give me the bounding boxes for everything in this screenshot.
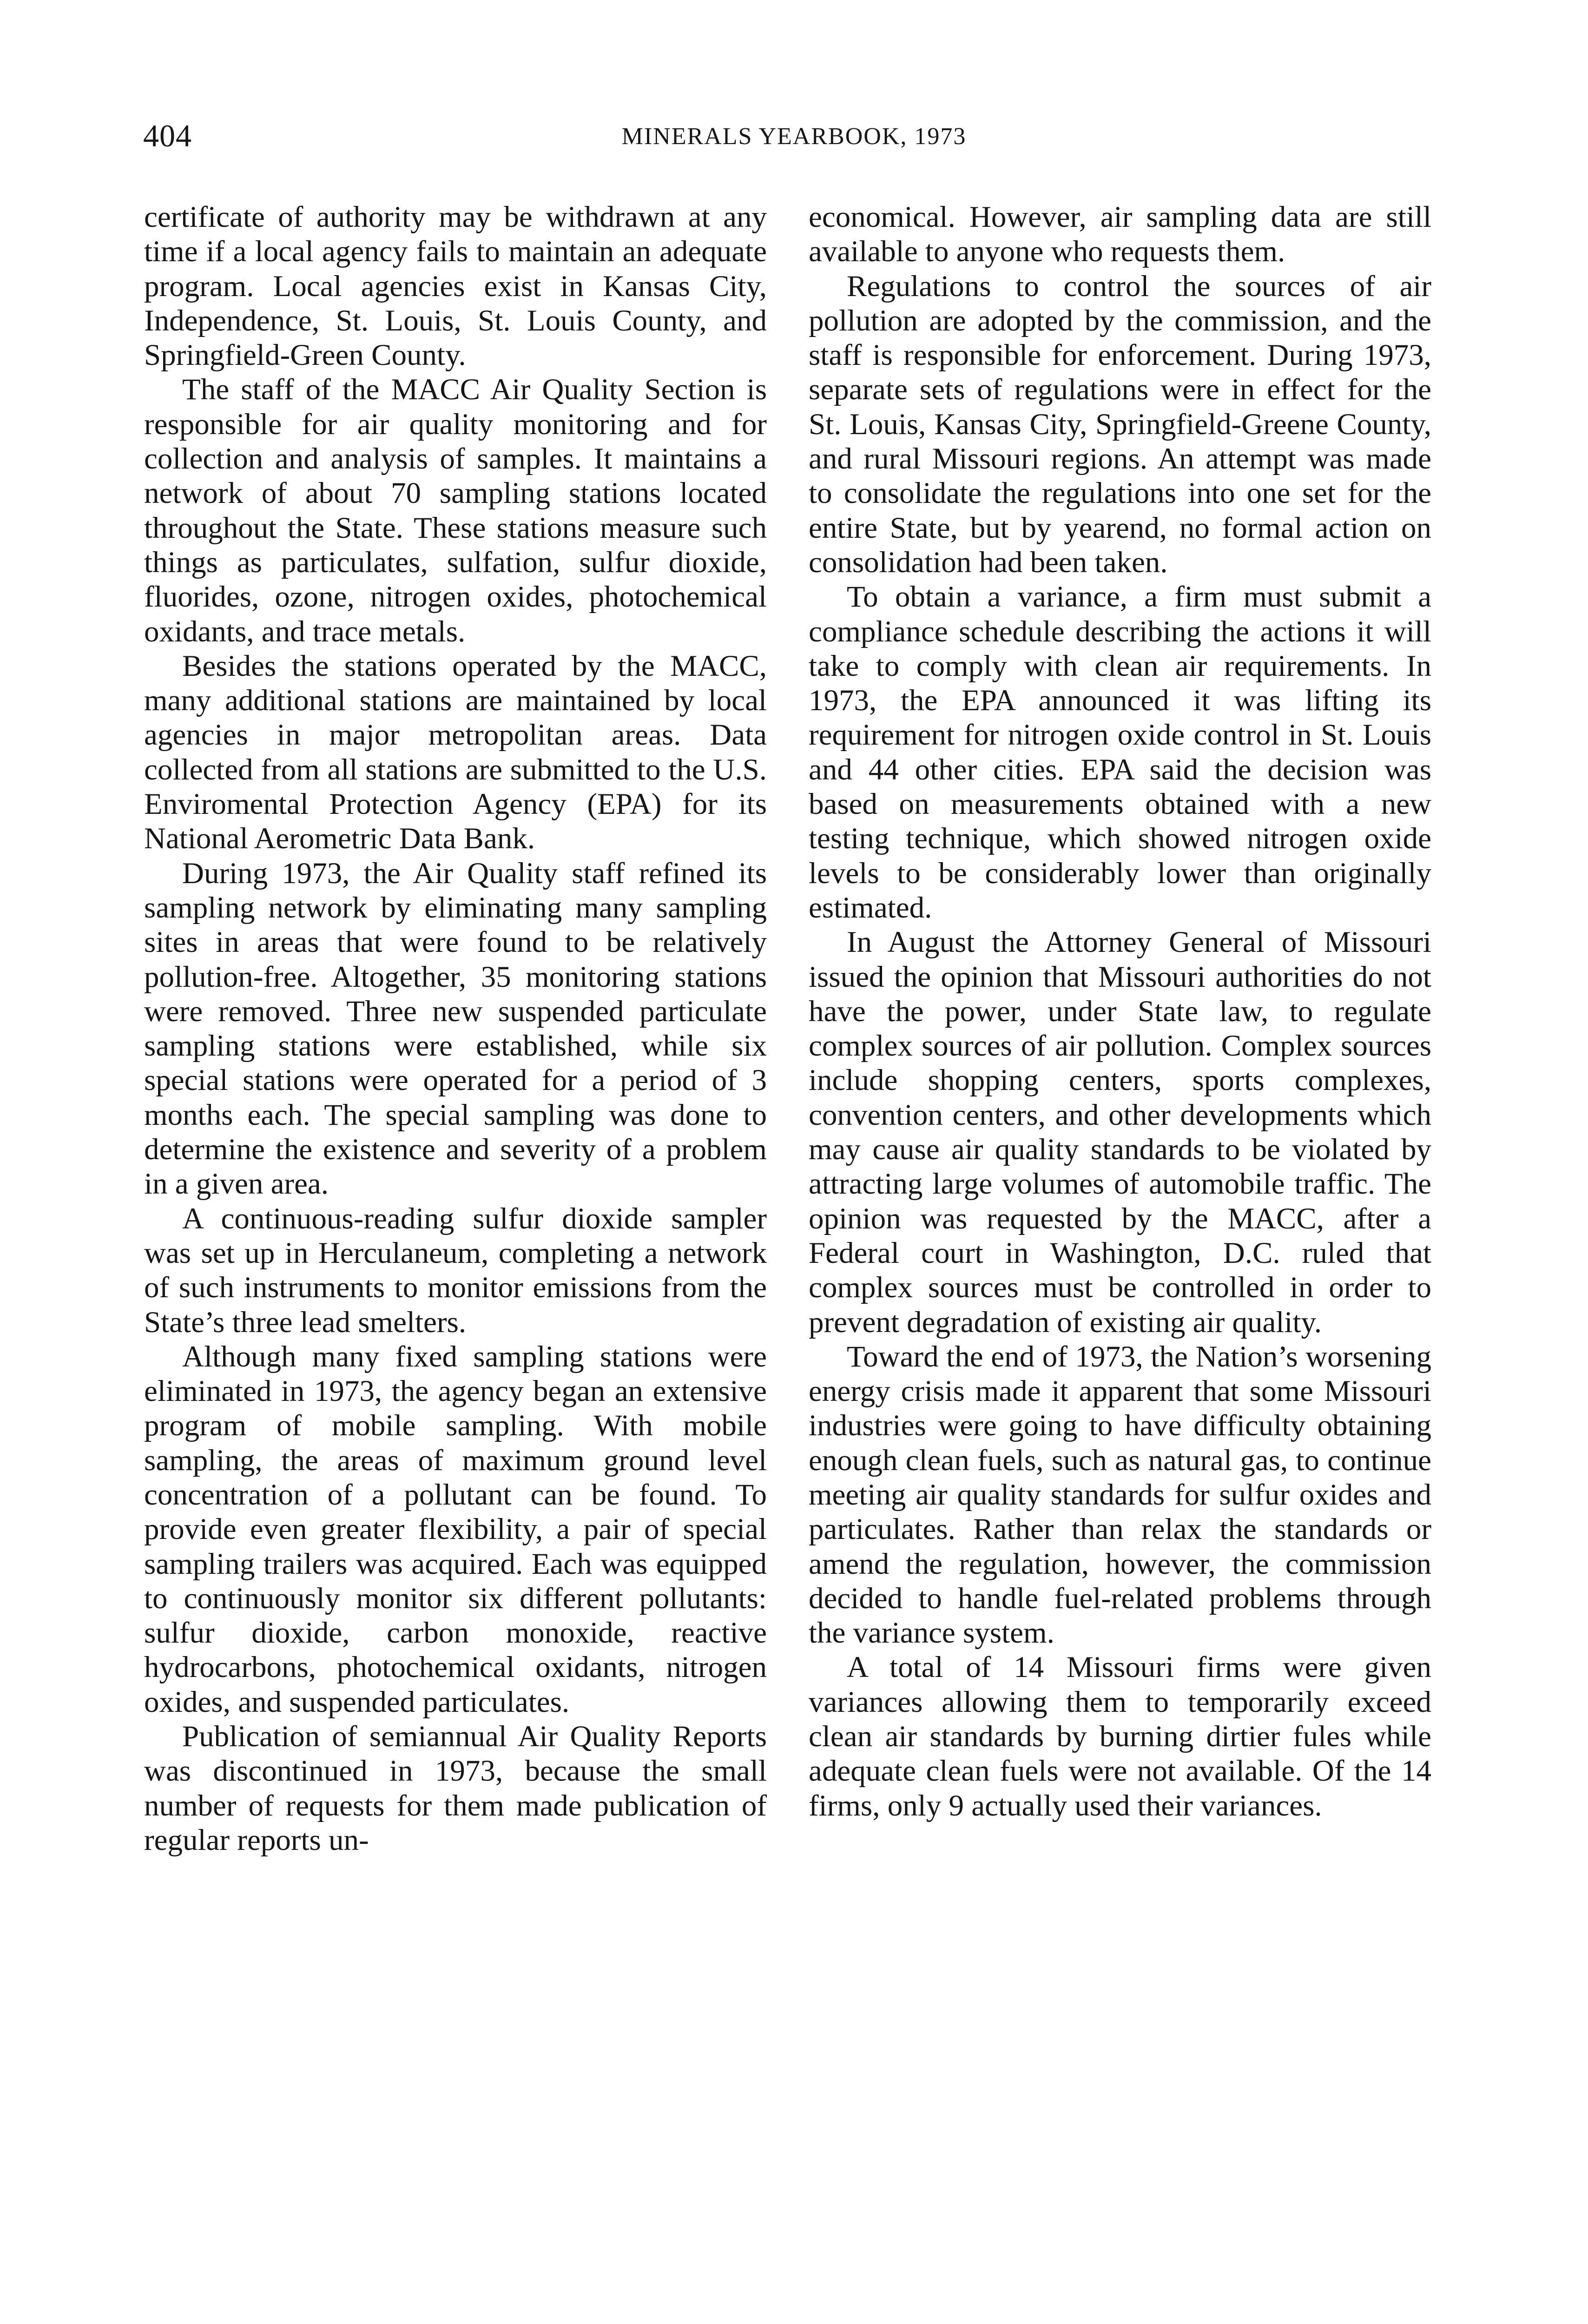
left-paragraph-3: Besides the stations operated by the MACC, many additional stations are maintained by local agencies in major metropolitan areas. Data collected from all stations are submitted to the U.S. Enviromental Protection Agency (EPA) for its National Aerometric Data Bank. [144,649,767,856]
right-paragraph-3: To obtain a variance, a firm must submit a compliance schedule describing the actions it will take to comply with clean air requirements. In 1973, the EPA announced it was lifting its requirement for nitrogen oxide control in St. Louis and 44 other cities. EPA said the decision was based on measurements obtained with a new testing technique, which showed nitrogen oxide levels to be considerably lower than originally estimated. [809,580,1431,924]
left-paragraph-7: Publication of semiannual Air Quality Reports was discontinued in 1973, because the small number of requests for them made publication of regular reports un- [144,1720,767,1857]
left-paragraph-6: Although many fixed sampling stations were eliminated in 1973, the agency began an extensive program of mobile sampling. With mobile sampling, the areas of maximum ground level concentration of a pollutant can be found. To provide even greater flexibility, a pair of special sampling trailers was acquired. Each was equipped to continuously monitor six different pollutants: sulfur dioxide, carbon monoxide, reactive hydrocarbons, photochemical oxidants, nitrogen oxides, and suspended particulates. [144,1340,767,1719]
right-paragraph-1: economical. However, air sampling data are still available to anyone who requests them. [809,200,1431,269]
right-paragraph-2: Regulations to control the sources of air pollution are adopted by the commission, and the staff is responsible for enforcement. During 1973, separate sets of regulations were in effect for the St. Louis, Kansas City, Springfield-Greene County, and rural Missouri regions. An attempt was made to consolidate the regulations into one set for the entire State, but by yearend, no formal action on consolidation had been taken. [809,269,1431,579]
left-paragraph-2: The staff of the MACC Air Quality Section is responsible for air quality monitoring and for collection and analysis of samples. It maintains a network of about 70 sampling stations located throughout the State. These stations measure such things as particulates, sulfation, sulfur dioxide, fluorides, ozone, nitrogen oxides, photochemical oxidants, and trace metals. [144,373,767,648]
right-column [809,200,1431,1823]
left-column [144,200,767,1857]
left-paragraph-1: certificate of authority may be withdrawn at any time if a local agency fails to maintain an adequate program. Local agencies exist in Kansas City, Independence, St. Louis, St. Louis County, and Springfield-Green County. [144,200,767,372]
page-number: 404 [143,118,192,153]
right-paragraph-6: A total of 14 Missouri firms were given variances allowing them to temporarily exceed clean air standards by burning dirtier fules while adequate clean fuels were not available. Of the 14 firms, only 9 actually used their variances. [809,1651,1431,1822]
right-paragraph-5: Toward the end of 1973, the Nation’s worsening energy crisis made it apparent that some Missouri industries were going to have difficulty obtaining enough clean fuels, such as natural gas, to continue meeting air quality standards for sulfur oxides and particulates. Rather than relax the standards or amend the regulation, however, the commission decided to handle fuel-related problems through the variance system. [809,1340,1431,1650]
left-paragraph-4: During 1973, the Air Quality staff refined its sampling network by eliminating many sampling sites in areas that were found to be relatively pollution-free. Altogether, 35 monitoring stations were removed. Three new suspended particulate sampling stations were established, while six special stations were operated for a period of 3 months each. The special sampling was done to determine the existence and severity of a problem in a given area. [144,856,767,1201]
right-paragraph-4: In August the Attorney General of Missouri issued the opinion that Missouri authorities do not have the power, under State law, to regulate complex sources of air pollution. Complex sources include shopping centers, sports complexes, convention centers, and other developments which may cause air quality standards to be violated by attracting large volumes of automobile traffic. The opinion was requested by the MACC, after a Federal court in Washington, D.C. ruled that complex sources must be controlled in order to prevent degradation of existing air quality. [809,925,1431,1339]
running-title: MINERALS YEARBOOK, 1973 [621,123,967,150]
left-paragraph-5: A continuous-reading sulfur dioxide sampler was set up in Herculaneum, completing a network of such instruments to monitor emissions from the State’s three lead smelters. [144,1202,767,1339]
